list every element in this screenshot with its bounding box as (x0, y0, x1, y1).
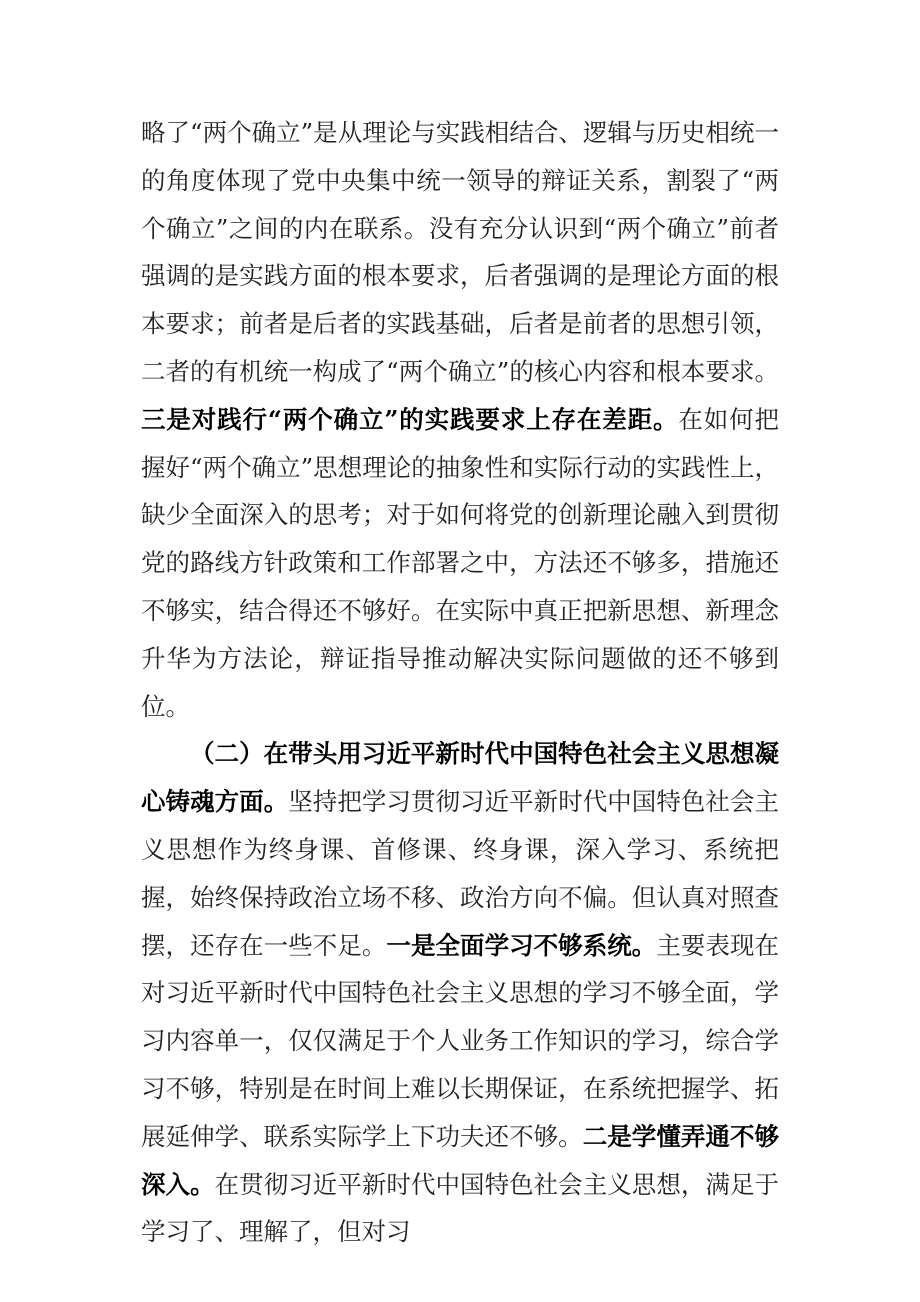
bold-heading-point-one: 一是全面学习不够系统。 (386, 930, 657, 960)
section-heading: （二）在带头用习近平新时代中国特色社会主义思想凝心铸魂方面。 (141, 739, 779, 817)
paragraph-continuation (141, 109, 779, 730)
body-text: 在如何把握好“两个确立”思想理论的抽象性和实际行动的实践性上，缺少全面深入的思考；对于如何将党的创新理论融入到贯彻党的路线方针政策和工作部署之中，方法还不够多，措施还不够实，结合得还不够好。在实际中真正把新思想、新理念升华为方法论，辩证指导推动解决实际问题做的还不够到位。 (141, 404, 780, 721)
body-text: 坚持把学习贯彻习近平新时代中国特色社会主义思想作为终身课、首修课、终身课，深入学习、系统把握，始终保持政治立场不移、政治方向不偏。但认真对照查摆，还存在一些不足。 (141, 787, 780, 960)
body-text: 在贯彻习近平新时代中国特色社会主义思想，满足于学习了、理解了，但对习 (141, 1169, 780, 1247)
body-text: 主要表现在对习近平新时代中国特色社会主义思想的学习不够全面，学习内容单一，仅仅满足于个人业务工作知识的学习，综合学习不够，特别是在时间上难以长期保证，在系统把握学、拓展延伸学、联系实际学上下功夫还不够。 (141, 930, 780, 1151)
paragraph-section-two (141, 730, 779, 1256)
document-body (141, 109, 779, 1256)
body-text: 略了“两个确立”是从理论与实践相结合、逻辑与历史相统一的角度体现了党中央集中统一领导的辩证关系，割裂了“两个确立”之间的内在联系。没有充分认识到“两个确立”前者强调的是实践方面的根本要求，后者强调的是理论方面的根本要求；前者是后者的实践基础，后者是前者的思想引领，二者的有机统一构成了“两个确立”的核心内容和根本要求。 (141, 118, 779, 386)
bold-heading-point-two: 二是学懂弄通不够深入。 (141, 1121, 779, 1199)
bold-heading-point-three: 三是对践行“两个确立”的实践要求上存在差距。 (141, 404, 679, 434)
